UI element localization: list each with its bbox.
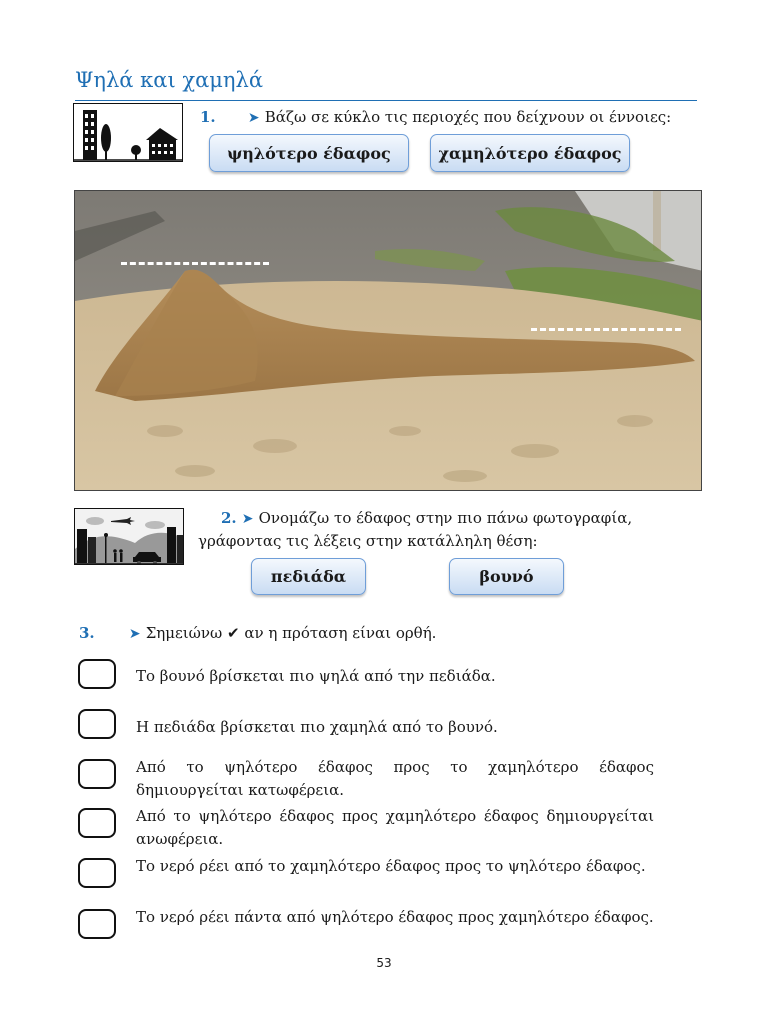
- answer-checkbox-5[interactable]: [78, 858, 116, 888]
- statement-6: Το νερό ρέει πάντα από ψηλότερο έδαφος προς χαμηλότερο έδαφος.: [136, 908, 654, 926]
- title-divider: [75, 100, 697, 101]
- arrow-icon: ➤: [247, 110, 260, 126]
- question-2-text-line-1: Ονομάζω το έδαφος στην πιο πάνω φωτογραφία,: [258, 509, 633, 527]
- page-title: Ψηλά και χαμηλά: [75, 68, 264, 92]
- statement-3: Από το ψηλότερο έδαφος προς το χαμηλότερο έδαφος δημιουργείται κατωφέρεια.: [136, 758, 654, 799]
- question-3-header: [79, 623, 436, 642]
- question-2-text-line-2: γράφοντας τις λέξεις στην κατάλληλη θέση:: [198, 532, 538, 550]
- mountain-label: βουνό: [449, 558, 564, 595]
- higher-level-dashed-line: [121, 262, 269, 265]
- question-2-header: [221, 508, 632, 527]
- question-1-header: [200, 107, 671, 126]
- statement-4: Από το ψηλότερο έδαφος προς χαμηλότερο έδαφος δημιουργείται ανωφέρεια.: [136, 807, 654, 848]
- city-buildings-icon: [73, 103, 183, 162]
- page-number: 53: [376, 956, 392, 970]
- answer-checkbox-3[interactable]: [78, 759, 116, 789]
- statement-5: Το νερό ρέει από το χαμηλότερο έδαφος προς το ψηλότερο έδαφος.: [136, 857, 646, 875]
- answer-checkbox-1[interactable]: [78, 659, 116, 689]
- answer-checkbox-4[interactable]: [78, 808, 116, 838]
- question-3-number: 3.: [79, 624, 95, 642]
- question-1-number: 1.: [200, 108, 216, 126]
- sand-mound-photo: [74, 190, 702, 491]
- statement-2: Η πεδιάδα βρίσκεται πιο χαμηλά από το βουνό.: [136, 718, 498, 736]
- city-street-icon: [74, 508, 184, 565]
- plain-label: πεδιάδα: [251, 558, 366, 595]
- arrow-icon: ➤: [128, 626, 141, 642]
- question-2-number: 2.: [221, 509, 237, 527]
- answer-checkbox-6[interactable]: [78, 909, 116, 939]
- arrow-icon: ➤: [241, 511, 254, 527]
- lower-level-dashed-line: [531, 328, 681, 331]
- higher-ground-label: ψηλότερο έδαφος: [209, 134, 409, 172]
- question-1-text: Βάζω σε κύκλο τις περιοχές που δείχνουν οι έννοιες:: [264, 108, 672, 126]
- statement-1: Το βουνό βρίσκεται πιο ψηλά από την πεδιάδα.: [136, 667, 496, 685]
- lower-ground-label: χαμηλότερο έδαφος: [430, 134, 630, 172]
- answer-checkbox-2[interactable]: [78, 709, 116, 739]
- question-3-text: Σημειώνω ✔ αν η πρόταση είναι ορθή.: [145, 624, 437, 642]
